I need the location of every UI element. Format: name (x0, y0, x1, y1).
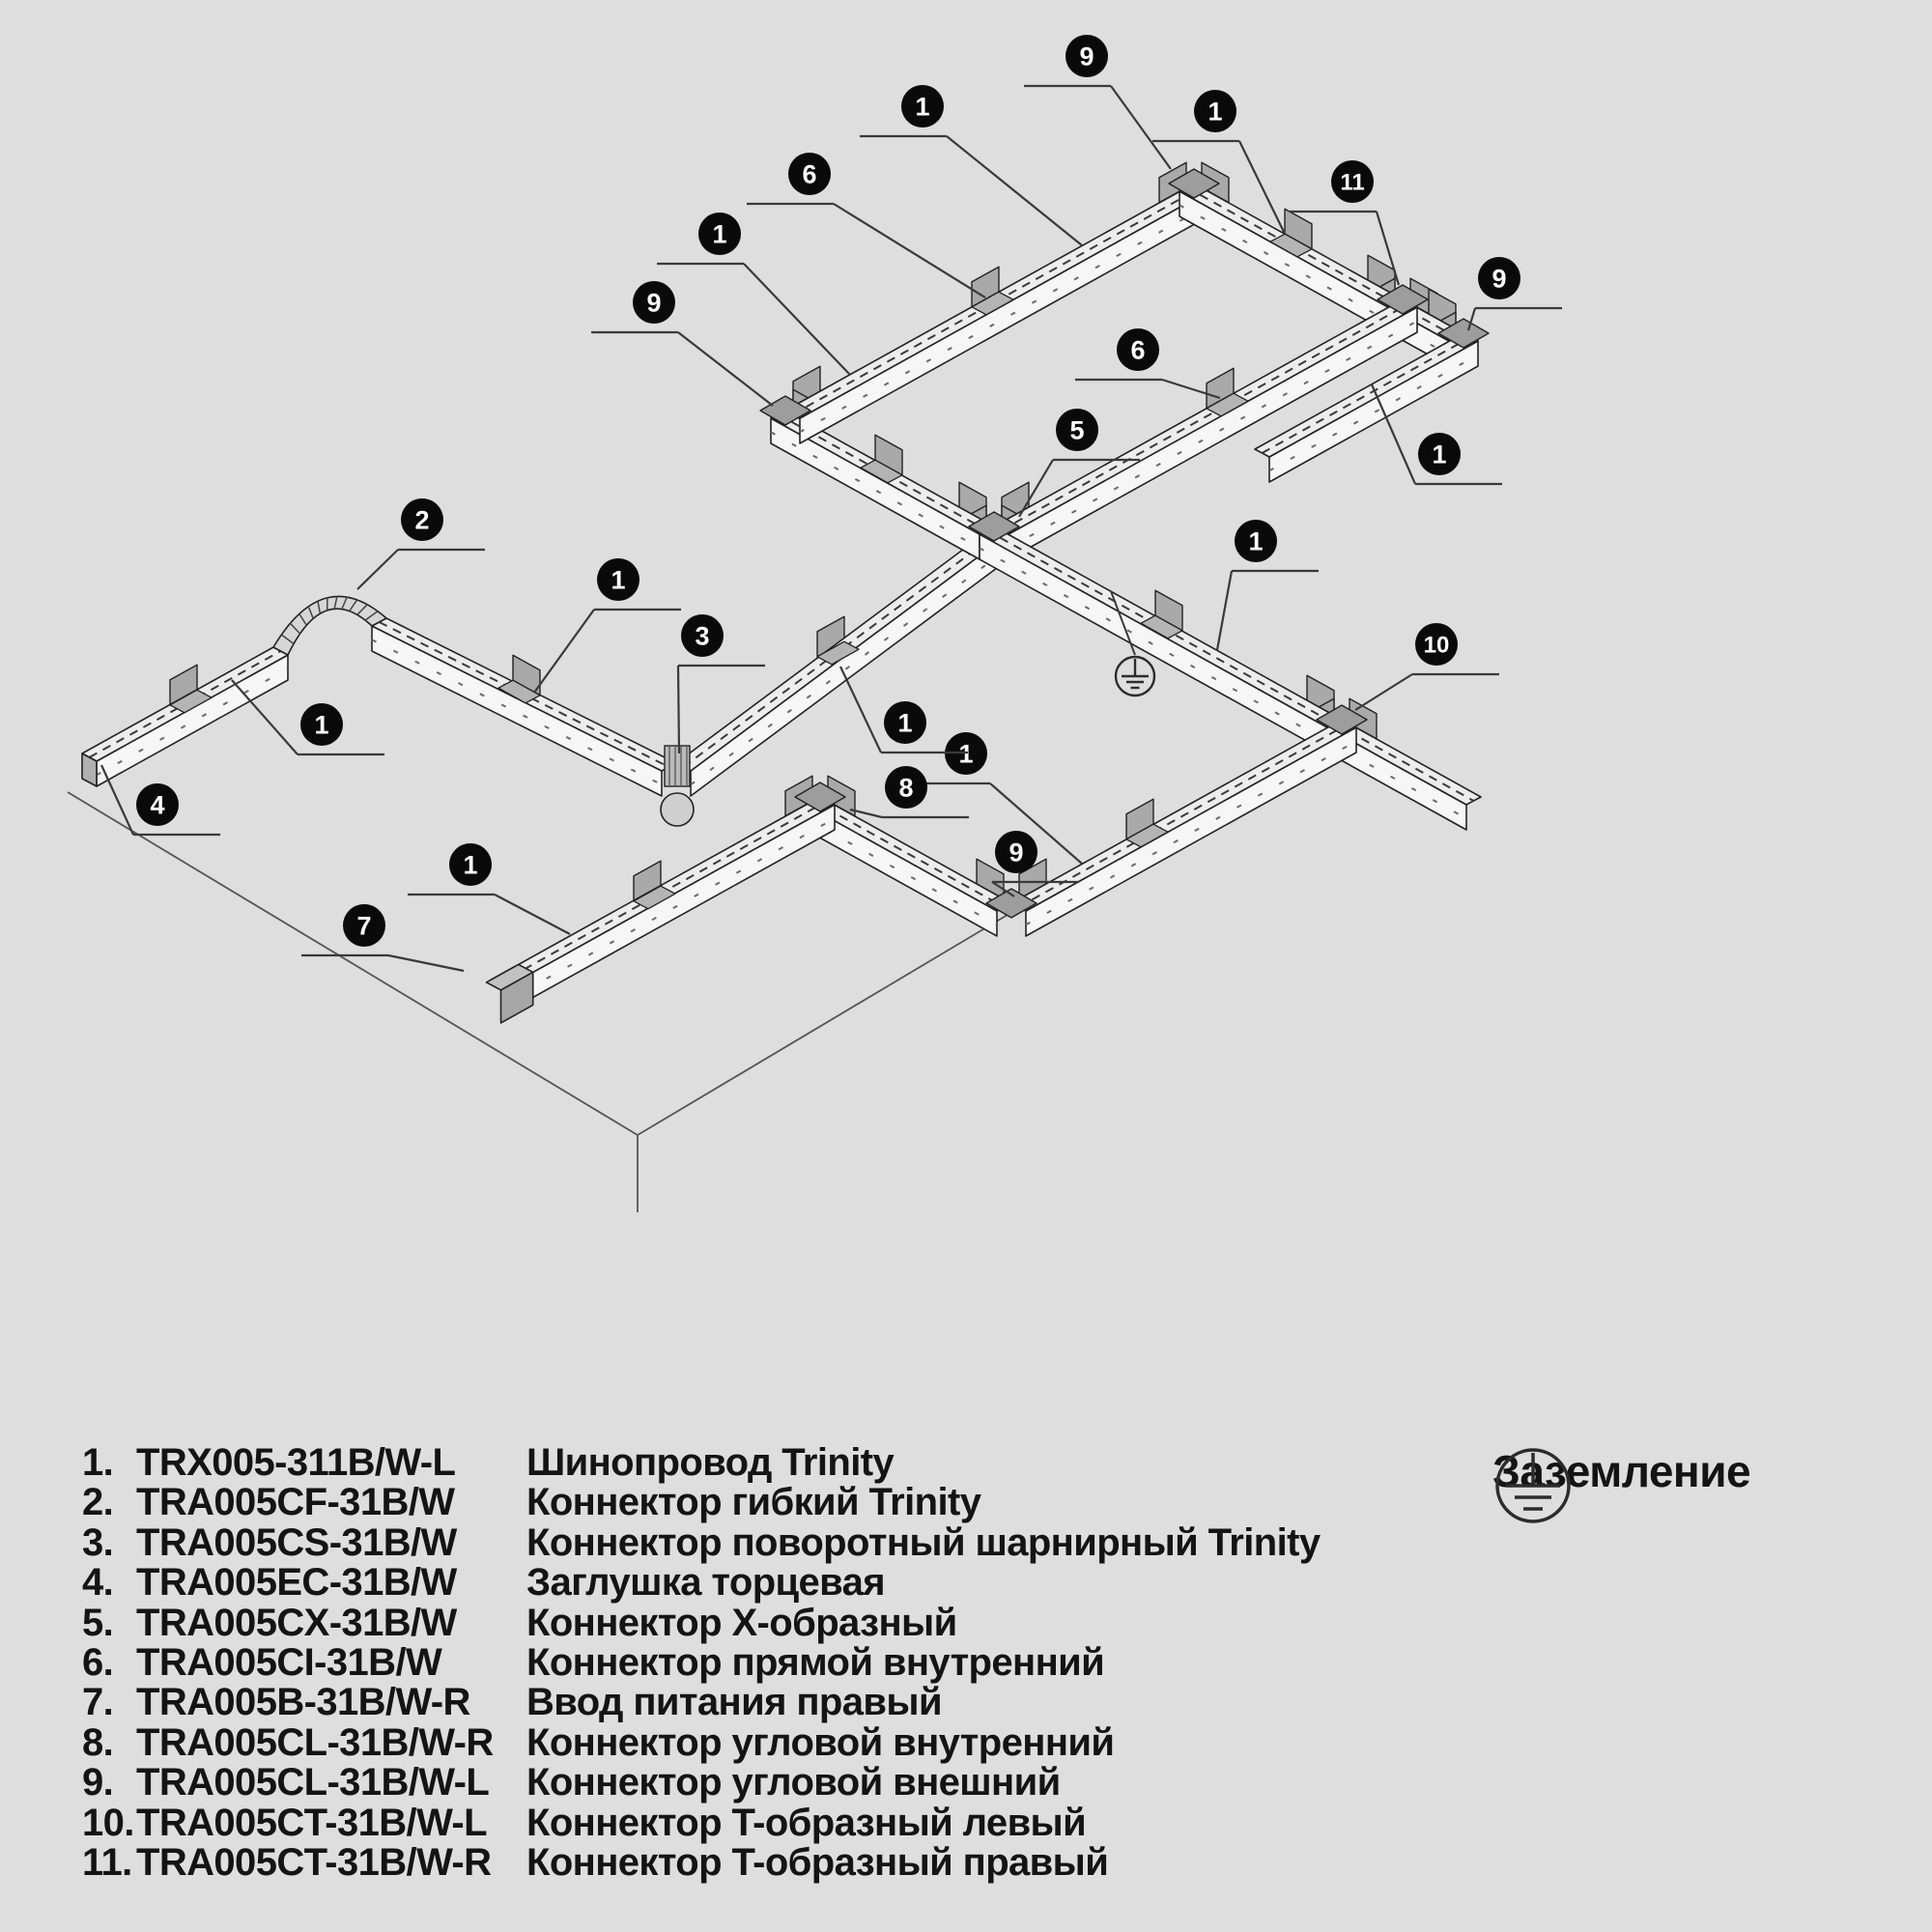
legend-item-number: 1. (82, 1441, 114, 1484)
legend-row-3 (82, 1520, 1435, 1564)
legend-item-desc: Коннектор T-образный правый (526, 1840, 1109, 1884)
legend-item-code: TRA005EC-31B/W (136, 1561, 457, 1605)
callout-number: 1 (958, 739, 974, 769)
swivel-hinge-disk (661, 793, 694, 826)
legend-row-5 (82, 1601, 1435, 1644)
legend-item-code: TRA005CT-31B/W-L (136, 1801, 487, 1844)
callout-leader (357, 550, 398, 589)
legend-item-desc: Коннектор прямой внутренний (526, 1640, 1105, 1684)
ground-symbol-icon (1492, 1445, 1574, 1526)
callout-number: 1 (314, 710, 329, 740)
legend-row-6 (82, 1640, 1435, 1684)
legend-item-number: 10. (82, 1801, 134, 1844)
callout-number: 1 (1208, 97, 1223, 127)
callout-number: 1 (1248, 526, 1264, 556)
callout-number: 7 (356, 911, 372, 941)
callout-number: 2 (414, 505, 430, 535)
legend-item-code: TRA005CT-31B/W-R (136, 1840, 492, 1884)
legend-item-desc: Коннектор угловой внешний (526, 1761, 1061, 1804)
legend-item-number: 5. (82, 1601, 114, 1644)
callout-number: 1 (611, 565, 626, 595)
callout-leader (534, 610, 594, 693)
floor-edge (68, 773, 1246, 1135)
track-wall (980, 534, 1327, 753)
legend-item-code: TRA005CL-31B/W-R (136, 1720, 494, 1764)
legend-row-4 (82, 1561, 1435, 1605)
legend-row-7 (82, 1681, 1435, 1724)
legend-row-1 (82, 1441, 1435, 1484)
ground-label: Заземление (1492, 1446, 1751, 1496)
callout-number: 1 (712, 219, 727, 249)
legend-item-desc: Коннектор поворотный шарнирный Trinity (526, 1520, 1321, 1564)
callout-number: 11 (1340, 169, 1365, 196)
legend-item-desc: Коннектор X-образный (526, 1601, 957, 1644)
callout-number: 1 (463, 850, 478, 880)
legend-item-desc: Заглушка торцевая (526, 1561, 886, 1605)
parts-legend (82, 1441, 1435, 1884)
legend-item-number: 2. (82, 1481, 114, 1524)
callout-leader (1355, 674, 1412, 710)
legend-item-code: TRA005CL-31B/W-L (136, 1761, 490, 1804)
legend-item-number: 8. (82, 1720, 114, 1764)
legend-item-desc: Коннектор угловой внутренний (526, 1720, 1115, 1764)
callout-number: 1 (1432, 440, 1447, 469)
legend-item-number: 6. (82, 1640, 114, 1684)
callout-leader (388, 955, 464, 971)
callout-leader (947, 136, 1082, 245)
track-wall (1026, 727, 1356, 936)
legend-item-code: TRA005CS-31B/W (136, 1520, 457, 1564)
callout-number: 9 (1079, 42, 1094, 71)
callout-leader (678, 332, 773, 406)
callout-leader (744, 264, 850, 375)
ground-legend (1492, 1445, 1750, 1497)
legend-item-number: 3. (82, 1520, 114, 1564)
legend-row-2 (82, 1481, 1435, 1524)
callout-number: 1 (915, 92, 930, 122)
callout-leader (678, 666, 679, 753)
legend-item-code: TRA005CF-31B/W (136, 1481, 455, 1524)
callout-number: 8 (898, 773, 914, 803)
legend-item-desc: Ввод питания правый (526, 1681, 942, 1724)
legend-item-code: TRA005B-31B/W-R (136, 1681, 470, 1724)
legend-row-9 (82, 1761, 1435, 1804)
legend-item-desc: Коннектор гибкий Trinity (526, 1481, 981, 1524)
callout-number: 6 (802, 159, 817, 189)
track-wall (504, 805, 835, 1013)
legend-item-number: 7. (82, 1681, 114, 1724)
callout-number: 1 (897, 708, 913, 738)
swivel-joint (665, 746, 690, 786)
track-wall (800, 191, 1208, 443)
legend-item-number: 9. (82, 1761, 114, 1804)
legend-item-desc: Коннектор T-образный левый (526, 1801, 1087, 1844)
callout-number: 5 (1069, 415, 1085, 445)
callout-number: 9 (1492, 264, 1507, 294)
legend-row-8 (82, 1720, 1435, 1764)
legend-item-desc: Шинопровод Trinity (526, 1441, 895, 1484)
flexible-connector (273, 596, 386, 655)
legend-item-code: TRX005-311B/W-L (136, 1441, 456, 1484)
legend-row-10 (82, 1801, 1435, 1844)
callout-number: 6 (1130, 335, 1146, 365)
callout-number: 9 (1009, 838, 1024, 867)
callout-number: 3 (695, 621, 710, 651)
callout-number: 4 (150, 790, 165, 820)
callout-leader (834, 204, 985, 298)
legend-item-number: 4. (82, 1561, 114, 1605)
callout-leader (1111, 86, 1171, 169)
callout-leader (840, 667, 881, 753)
callout-number: 9 (646, 288, 662, 318)
track-wall (372, 626, 662, 796)
legend-item-code: TRA005CI-31B/W (136, 1640, 442, 1684)
callout-leader (1217, 571, 1232, 650)
callout-number: 10 (1423, 632, 1450, 659)
legend-row-11 (82, 1840, 1435, 1884)
legend-item-code: TRA005CX-31B/W (136, 1601, 457, 1644)
callout-leader (495, 895, 570, 934)
legend-item-number: 11. (82, 1840, 132, 1884)
